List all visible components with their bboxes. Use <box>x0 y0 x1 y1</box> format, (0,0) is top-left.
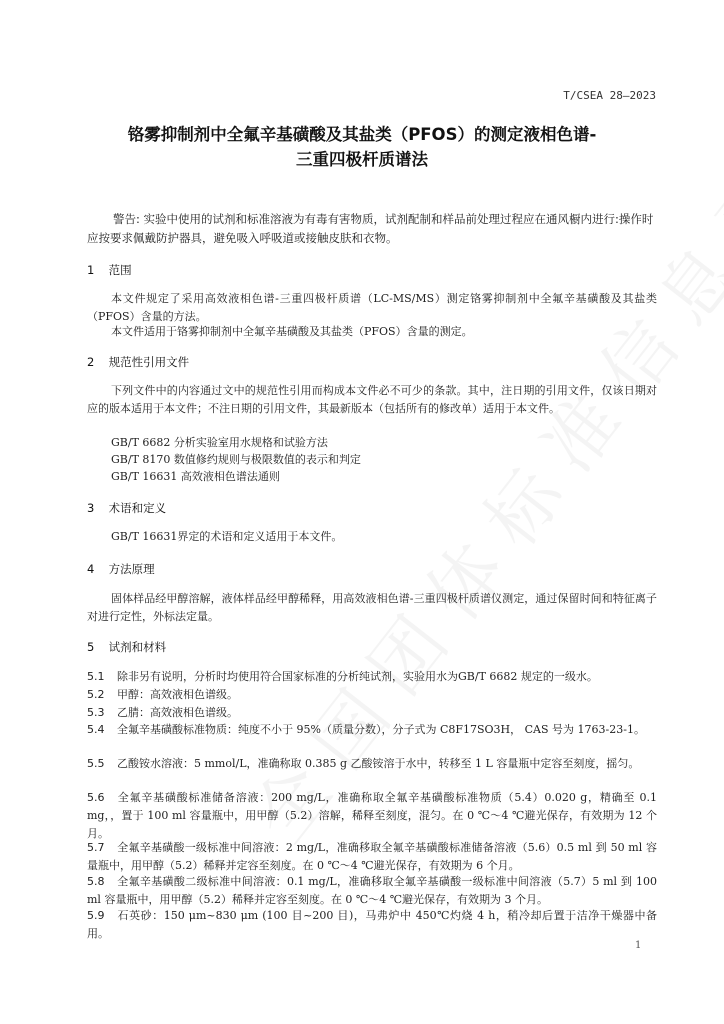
references-paragraph: 下列文件中的内容通过文中的规范性引用而构成本文件必不可少的条款。其中，注日期的引用文件，仅该日期对应的版本适用于本文件；不注日期的引用文件，其最新版本（包括所有的修改单）适用于本文件。 <box>87 384 657 415</box>
section-title: 规范性引用文件 <box>108 355 190 369</box>
reagent-item <box>87 907 657 943</box>
item-text: 全氟辛基磺酸标准储备溶液：200 mg/L，准确称取全氟辛基磺酸标准物质（5.4）0.020 g，精确至 0.1 mg，，置于 100 ml 容量瓶中，用甲醇（5.2）溶解，稀释至刻度，混匀。在 0 ℃～4 ℃避光保存，有效期为 12 个月。 <box>87 791 657 840</box>
item-number: 5.1 <box>87 670 105 683</box>
item-text: 甲醇：高效液相色谱级。 <box>117 688 238 701</box>
item-number: 5.4 <box>87 723 105 736</box>
scope-paragraph-2: 本文件适用于铬雾抑制剂中全氟辛基磺酸及其盐类（PFOS）含量的测定。 <box>111 325 473 338</box>
section-number: 5 <box>87 640 95 654</box>
item-number: 5.7 <box>87 841 105 854</box>
reference-item: GB/T 16631 高效液相色谱法通则 <box>111 470 280 483</box>
section-heading-principle <box>87 561 155 577</box>
reagent-item <box>87 721 657 739</box>
item-text: 全氟辛基磺酸标准物质：纯度不小于 95%（质量分数），分子式为 C8F17SO3H， CAS 号为 1763-23-1。 <box>117 723 645 736</box>
section-title: 方法原理 <box>108 562 155 576</box>
section-title: 试剂和材料 <box>108 640 167 654</box>
item-number: 5.9 <box>87 909 105 922</box>
section-number: 1 <box>87 263 95 277</box>
terms-paragraph: GB/T 16631界定的术语和定义适用于本文件。 <box>111 530 343 543</box>
reagent-item <box>87 839 657 875</box>
section-title: 术语和定义 <box>108 501 167 515</box>
item-text: 除非另有说明，分析时均使用符合国家标准的分析纯试剂，实验用水为GB/T 6682 规定的一级水。 <box>117 670 598 683</box>
reagent-item <box>87 704 657 722</box>
reagent-item <box>87 789 657 843</box>
reagent-item <box>87 686 657 704</box>
section-number: 3 <box>87 501 95 515</box>
item-number: 5.3 <box>87 706 105 719</box>
reagent-item <box>87 755 657 773</box>
reference-item: GB/T 8170 数值修约规则与极限数值的表示和判定 <box>111 453 361 466</box>
section-number: 2 <box>87 355 95 369</box>
scope-paragraph-1: 本文件规定了采用高效液相色谱-三重四极杆质谱（LC-MS/MS）测定铬雾抑制剂中全氟辛基磺酸及其盐类（PFOS）含量的方法。 <box>87 292 657 323</box>
section-number: 4 <box>87 562 95 576</box>
document-title-line1: 铬雾抑制剂中全氟辛基磺酸及其盐类（PFOS）的测定液相色谱- <box>127 125 597 144</box>
warning-paragraph: 警告: 实验中使用的试剂和标准溶液为有毒有害物质，试剂配制和样品前处理过程应在通风橱内进行:操作时应按要求佩戴防护器具，避免吸入呼吸道或接触皮肤和衣物。 <box>87 212 654 245</box>
section-heading-normative-references <box>87 354 189 370</box>
standard-code: T/CSEA 28—2023 <box>563 89 656 102</box>
item-text: 全氟辛基磺酸一级标准中间溶液：2 mg/L，准确移取全氟辛基磺酸标准储备溶液（5.6）0.5 ml 到 50 ml 容量瓶中，用甲醇（5.2）稀释并定容至刻度。在 0 ℃～4 ℃避光保存，有效期为 6 个月。 <box>87 841 657 872</box>
reagent-item <box>87 668 657 686</box>
page-number: 1 <box>635 940 642 951</box>
item-number: 5.8 <box>87 875 105 888</box>
section-title: 范围 <box>108 263 132 277</box>
principle-paragraph: 固体样品经甲醇溶解，液体样品经甲醇稀释，用高效液相色谱-三重四极杆质谱仪测定，通过保留时间和特征离子对进行定性，外标法定量。 <box>87 592 657 623</box>
item-number: 5.2 <box>87 688 105 701</box>
item-number: 5.6 <box>87 791 105 804</box>
section-heading-scope <box>87 262 132 278</box>
item-text: 全氟辛基磺酸二级标准中间溶液：0.1 mg/L，准确移取全氟辛基磺酸一级标准中间溶液（5.7）5 ml 到 100 ml 容量瓶中，用甲醇（5.2）稀释并定容至刻度。在 0 ℃～4 ℃避光保存，有效期为 3 个月。 <box>87 875 657 906</box>
document-title-line2: 三重四极杆质谱法 <box>296 150 428 169</box>
item-number: 5.5 <box>87 757 105 770</box>
item-text: 石英砂：150 μm~830 μm (100 目~200 目)，马弗炉中 450℃灼烧 4 h，稍冷却后置于洁净干燥器中备用。 <box>87 909 657 940</box>
reference-item: GB/T 6682 分析实验室用水规格和试验方法 <box>111 436 328 449</box>
section-heading-terms <box>87 500 166 516</box>
reagent-item <box>87 873 657 909</box>
item-text: 乙酸铵水溶液：5 mmol/L，准确称取 0.385 g 乙酸铵溶于水中，转移至 1 L 容量瓶中定容至刻度，摇匀。 <box>117 757 640 770</box>
section-heading-reagents <box>87 639 166 655</box>
item-text: 乙腈：高效液相色谱级。 <box>117 706 238 719</box>
